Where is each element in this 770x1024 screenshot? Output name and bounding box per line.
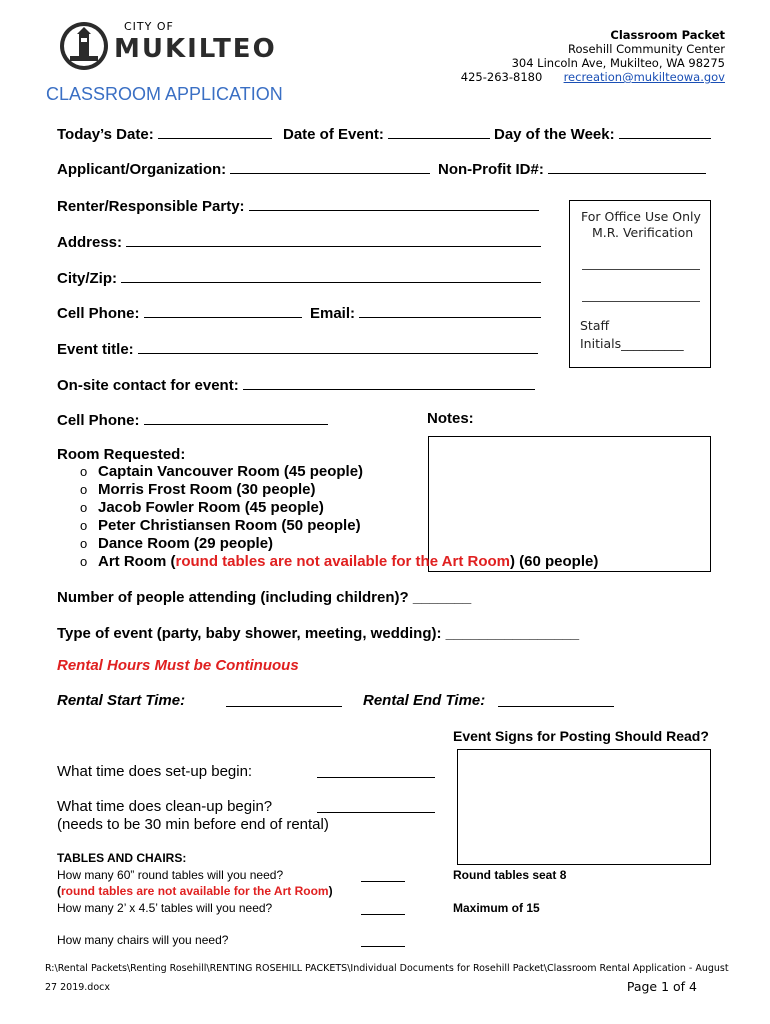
room-label-1: Captain Vancouver Room (45 people) <box>98 463 364 480</box>
todays-date-row <box>57 124 272 143</box>
onsite-row <box>57 375 535 394</box>
cityzip-label: City/Zip: <box>57 270 117 287</box>
header-center: Rosehill Community Center <box>567 42 725 56</box>
lighthouse-icon <box>58 20 110 72</box>
rental-start-label: Rental Start Time: <box>57 692 186 709</box>
event-title-field[interactable] <box>138 339 538 354</box>
chairs-question: How many chairs will you need? <box>57 933 229 947</box>
cell-phone-label: Cell Phone: <box>57 305 140 322</box>
radio-icon: o <box>80 464 88 479</box>
rental-end-label: Rental End Time: <box>363 692 486 709</box>
cityzip-field[interactable] <box>121 268 541 283</box>
round-tables-field[interactable] <box>361 881 405 882</box>
rental-hours-note: Rental Hours Must be Continuous <box>57 657 299 674</box>
cityzip-row <box>57 268 541 287</box>
room-label-2: Morris Frost Room (30 people) <box>98 481 316 498</box>
signs-label: Event Signs for Posting Should Read? <box>453 728 709 744</box>
radio-icon: o <box>80 500 88 515</box>
logo-top-text: CITY OF <box>124 20 174 33</box>
day-of-week-row <box>494 124 711 143</box>
rental-start-row <box>57 692 185 709</box>
office-staff: Staff <box>580 318 610 333</box>
cell-phone-field[interactable] <box>144 303 302 318</box>
attendance-question[interactable]: Number of people attending (including children)? _______ <box>57 589 472 606</box>
day-of-week-label: Day of the Week: <box>494 126 615 143</box>
page-title: CLASSROOM APPLICATION <box>46 84 283 104</box>
round-tables-note <box>57 884 333 898</box>
renter-row <box>57 196 539 215</box>
art-room-warning: round tables are not available for the Art Room <box>175 553 510 570</box>
todays-date-label: Today’s Date: <box>57 126 154 143</box>
header-contact <box>461 70 725 84</box>
renter-label: Renter/Responsible Party: <box>57 198 245 215</box>
header-email-link[interactable]: recreation@mukilteowa.gov <box>563 70 725 84</box>
applicant-row <box>57 159 430 178</box>
radio-icon: o <box>80 554 88 569</box>
office-use-box <box>569 200 711 368</box>
header-packet: Classroom Packet <box>610 28 725 42</box>
onsite-field[interactable] <box>243 375 535 390</box>
address-row <box>57 232 541 251</box>
setup-field[interactable] <box>317 777 435 778</box>
art-room-suffix: ) (60 people) <box>510 553 599 570</box>
city-logo <box>58 18 277 74</box>
nonprofit-label: Non-Profit ID#: <box>438 161 544 178</box>
radio-icon: o <box>80 518 88 533</box>
office-blank1[interactable] <box>582 269 700 270</box>
event-type-question[interactable]: Type of event (party, baby shower, meeting, wedding): ________________ <box>57 625 580 642</box>
room-label-5: Dance Room (29 people) <box>98 535 274 552</box>
office-line2: M.R. Verification <box>592 225 694 240</box>
onsite-label: On-site contact for event: <box>57 377 239 394</box>
rect-tables-question: How many 2’ x 4.5’ tables will you need? <box>57 901 273 915</box>
max-note: Maximum of 15 <box>453 901 540 915</box>
round-seat-note: Round tables seat 8 <box>453 868 567 882</box>
room-label-4: Peter Christiansen Room (50 people) <box>98 517 361 534</box>
email-label: Email: <box>310 305 356 322</box>
nonprofit-row <box>438 159 706 178</box>
rect-tables-field[interactable] <box>361 914 405 915</box>
office-line1: For Office Use Only <box>581 209 701 224</box>
applicant-field[interactable] <box>230 159 430 174</box>
logo-name: MUKILTEO <box>114 34 277 64</box>
room-option-1[interactable] <box>80 463 363 480</box>
address-field[interactable] <box>126 232 541 247</box>
room-option-5[interactable] <box>80 535 273 552</box>
room-option-4[interactable] <box>80 517 361 534</box>
round-tables-warning: round tables are not available for the Art Room <box>61 884 329 898</box>
email-field[interactable] <box>359 303 541 318</box>
applicant-label: Applicant/Organization: <box>57 161 227 178</box>
address-label: Address: <box>57 234 123 251</box>
cleanup-field[interactable] <box>317 812 435 813</box>
office-initials: Initials__________ <box>580 336 684 351</box>
rental-start-field[interactable] <box>226 706 342 707</box>
header-phone: 425-263-8180 <box>460 70 543 84</box>
tables-heading: TABLES AND CHAIRS: <box>57 851 187 865</box>
cell-phone-row <box>57 303 302 322</box>
paren-open: ( <box>57 884 61 898</box>
date-of-event-row <box>283 124 490 143</box>
office-blank2[interactable] <box>582 301 700 302</box>
setup-question: What time does set-up begin: <box>57 763 253 780</box>
footer-path-line2: 27 2019.docx <box>45 982 110 993</box>
email-row <box>310 303 541 322</box>
room-option-3[interactable] <box>80 499 324 516</box>
cleanup-note: (needs to be 30 min before end of rental) <box>57 816 329 833</box>
cleanup-question: What time does clean-up begin? <box>57 798 273 815</box>
day-of-week-field[interactable] <box>619 124 711 139</box>
room-option-art[interactable] <box>80 553 598 570</box>
event-title-row <box>57 339 538 358</box>
todays-date-field[interactable] <box>158 124 272 139</box>
date-of-event-field[interactable] <box>388 124 490 139</box>
renter-field[interactable] <box>249 196 539 211</box>
cell-phone2-row <box>57 410 328 429</box>
radio-icon: o <box>80 536 88 551</box>
art-room-prefix: Art Room ( <box>98 553 176 570</box>
footer-path-line1: R:\Rental Packets\Renting Rosehill\RENTING ROSEHILL PACKETS\Individual Documents for Rosehill Packet\Classroom Rental Application - August <box>45 963 729 974</box>
cell-phone2-label: Cell Phone: <box>57 412 140 429</box>
rooms-heading: Room Requested: <box>57 446 186 463</box>
nonprofit-field[interactable] <box>548 159 706 174</box>
date-of-event-label: Date of Event: <box>283 126 384 143</box>
room-option-2[interactable] <box>80 481 316 498</box>
cell-phone2-field[interactable] <box>144 410 328 425</box>
header-address: 304 Lincoln Ave, Mukilteo, WA 98275 <box>511 56 725 70</box>
page-number: Page 1 of 4 <box>626 979 697 994</box>
rental-end-field[interactable] <box>498 706 614 707</box>
radio-icon: o <box>80 482 88 497</box>
event-title-label: Event title: <box>57 341 134 358</box>
round-tables-question: How many 60” round tables will you need? <box>57 868 284 882</box>
room-label-3: Jacob Fowler Room (45 people) <box>98 499 324 516</box>
paren-close: ) <box>328 884 333 898</box>
chairs-field[interactable] <box>361 946 405 947</box>
signs-box[interactable] <box>457 749 711 865</box>
notes-label: Notes: <box>427 410 474 427</box>
notes-box[interactable] <box>428 436 711 572</box>
